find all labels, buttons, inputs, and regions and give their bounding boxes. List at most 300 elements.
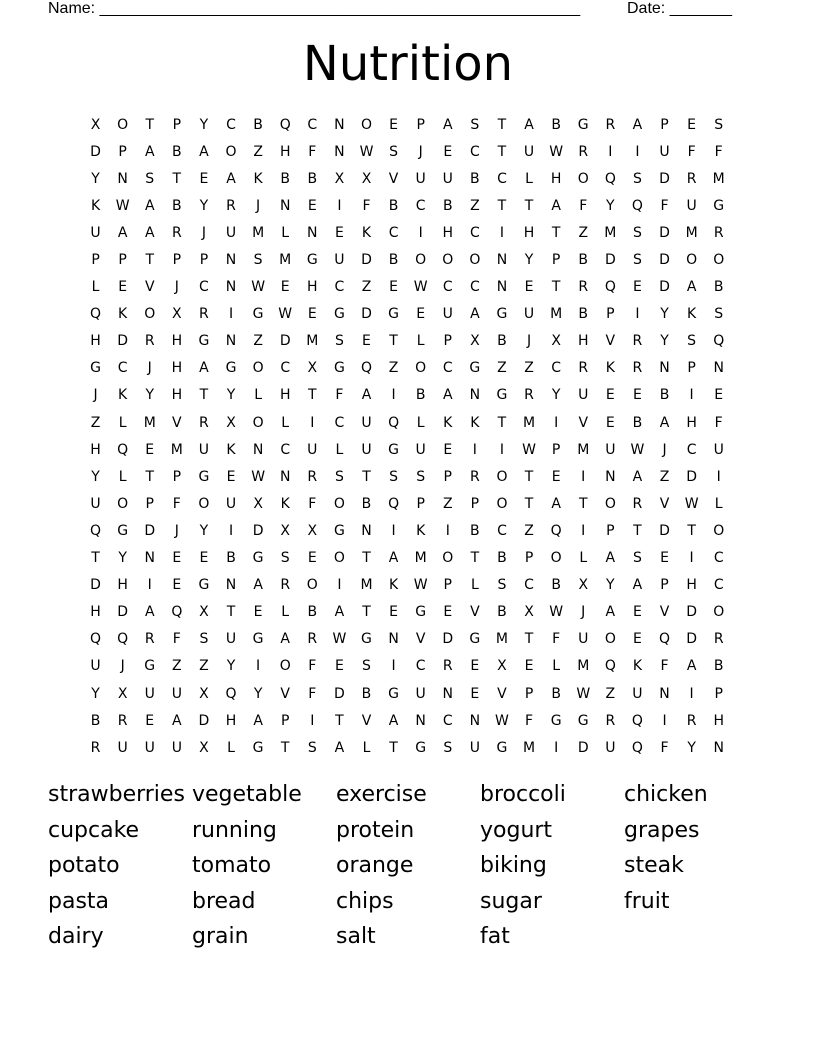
grid-letter: B (578, 252, 589, 269)
grid-letter: H (713, 712, 724, 729)
grid-letter: K (118, 306, 128, 323)
grid-letter: A (605, 550, 616, 567)
grid-letter: E (307, 550, 317, 567)
grid-letter: G (496, 306, 508, 323)
word-list-item: yogurt (480, 817, 553, 843)
grid-letter: P (118, 252, 127, 269)
grid-letter: W (576, 685, 591, 702)
grid-letter: M (170, 441, 183, 458)
grid-letter: V (605, 333, 616, 350)
grid-letter: P (443, 577, 452, 594)
word-list-item: grain (192, 924, 249, 950)
grid-letter: Y (606, 577, 615, 594)
grid-letter: G (144, 658, 156, 675)
grid-letter: M (577, 441, 590, 458)
grid-letter: F (714, 143, 723, 160)
grid-letter: B (497, 333, 507, 350)
grid-letter: L (254, 387, 263, 404)
grid-letter: B (361, 685, 372, 702)
grid-letter: C (469, 279, 480, 296)
grid-letter: R (524, 387, 534, 404)
grid-letter: Q (659, 631, 671, 648)
grid-letter: U (415, 441, 426, 458)
grid-letter: F (687, 143, 696, 160)
grid-letter: Q (631, 739, 643, 756)
grid-letter: C (388, 224, 399, 241)
grid-letter: O (496, 468, 508, 485)
grid-letter: P (172, 468, 182, 485)
grid-letter: U (632, 685, 643, 702)
grid-letter: O (686, 252, 698, 269)
word-list-item: fruit (624, 888, 670, 914)
word-list-item: sugar (480, 888, 542, 914)
grid-letter: V (470, 604, 480, 621)
grid-letter: U (605, 739, 616, 756)
grid-letter: G (252, 631, 264, 648)
grid-letter: J (147, 360, 152, 377)
grid-letter: J (256, 197, 261, 214)
grid-letter: A (334, 739, 345, 756)
grid-letter: P (199, 252, 209, 269)
grid-letter: Q (713, 333, 725, 350)
grid-letter: G (388, 685, 399, 702)
grid-letter: M (143, 414, 156, 431)
grid-letter: I (499, 224, 505, 241)
grid-letter: P (524, 550, 534, 567)
grid-letter: B (551, 685, 561, 702)
grid-letter: B (172, 197, 182, 214)
grid-letter: X (551, 333, 561, 350)
grid-letter: R (226, 197, 236, 214)
grid-letter: O (604, 495, 616, 512)
grid-letter: R (144, 333, 155, 350)
grid-letter: J (201, 224, 206, 241)
grid-letter: P (118, 143, 127, 160)
grid-letter: B (280, 170, 290, 187)
grid-letter: H (307, 279, 318, 296)
grid-letter: Z (605, 685, 616, 702)
grid-letter: V (578, 414, 589, 431)
grid-letter: F (308, 658, 317, 675)
grid-letter: I (689, 387, 694, 404)
grid-letter: Q (90, 522, 102, 539)
grid-letter: F (660, 197, 669, 214)
grid-letter: Q (550, 522, 562, 539)
grid-letter: T (145, 468, 155, 485)
grid-letter: A (334, 604, 345, 621)
grid-letter: E (334, 224, 344, 241)
grid-letter: Z (659, 468, 670, 485)
grid-letter: J (174, 279, 179, 296)
grid-letter: D (361, 252, 372, 269)
grid-letter: S (443, 739, 453, 756)
grid-letter: W (413, 279, 428, 296)
grid-letter: I (391, 387, 396, 404)
grid-letter: E (632, 387, 642, 404)
grid-letter: N (469, 712, 481, 729)
grid-letter: S (470, 116, 480, 133)
grid-letter: S (145, 170, 155, 187)
grid-letter: C (469, 143, 480, 160)
grid-letter: E (307, 197, 317, 214)
grid-letter: B (90, 712, 101, 729)
grid-letter: T (280, 739, 290, 756)
grid-letter: L (470, 577, 479, 594)
grid-letter: H (171, 333, 183, 350)
grid-letter: Y (91, 685, 100, 702)
grid-letter: L (118, 414, 127, 431)
grid-letter: R (307, 631, 318, 648)
grid-letter: U (225, 495, 237, 512)
grid-letter: G (333, 360, 345, 377)
grid-letter: D (198, 712, 210, 729)
grid-letter: O (252, 414, 264, 431)
grid-letter: K (361, 224, 372, 241)
grid-letter: B (713, 279, 724, 296)
grid-letter: D (144, 522, 156, 539)
grid-letter: X (307, 522, 318, 539)
grid-letter: W (251, 279, 266, 296)
grid-letter: B (253, 116, 263, 133)
grid-letter: R (199, 414, 209, 431)
grid-letter: R (171, 224, 182, 241)
grid-letter: M (685, 224, 698, 241)
grid-letter: S (632, 170, 642, 187)
grid-letter: U (578, 631, 589, 648)
grid-letter: G (306, 252, 318, 269)
grid-letter: M (550, 306, 563, 323)
grid-letter: G (333, 306, 345, 323)
grid-letter: G (469, 631, 481, 648)
grid-letter: E (524, 658, 534, 675)
grid-letter: T (362, 468, 371, 485)
grid-letter: O (713, 604, 725, 621)
grid-letter: C (280, 360, 291, 377)
grid-letter: P (660, 577, 669, 594)
grid-letter: O (252, 360, 264, 377)
grid-letter: U (578, 387, 589, 404)
grid-letter: R (686, 170, 697, 187)
grid-letter: A (388, 712, 399, 729)
word-list-item: biking (480, 853, 547, 879)
grid-letter: C (686, 441, 697, 458)
grid-letter: W (332, 631, 347, 648)
grid-letter: E (199, 550, 209, 567)
grid-letter: C (415, 197, 426, 214)
grid-letter: N (605, 468, 616, 485)
grid-letter: U (415, 685, 426, 702)
grid-letter: Y (687, 739, 696, 756)
grid-letter: B (307, 170, 318, 187)
grid-letter: T (524, 468, 534, 485)
grid-letter: E (632, 604, 642, 621)
grid-letter: V (280, 685, 290, 702)
grid-letter: X (199, 604, 209, 621)
grid-letter: G (198, 333, 210, 350)
grid-letter: L (91, 279, 100, 296)
grid-letter: A (686, 279, 697, 296)
grid-letter: I (337, 577, 342, 594)
grid-letter: P (91, 252, 100, 269)
grid-letter: Q (90, 631, 102, 648)
grid-letter: M (577, 658, 590, 675)
grid-letter: O (144, 306, 156, 323)
grid-letter: W (115, 197, 130, 214)
grid-letter: M (712, 170, 725, 187)
grid-letter: B (172, 143, 182, 160)
grid-letter: W (251, 468, 266, 485)
grid-letter: T (172, 170, 182, 187)
grid-letter: U (171, 685, 182, 702)
grid-letter: R (632, 333, 643, 350)
grid-letter: T (497, 143, 507, 160)
grid-letter: H (90, 604, 101, 621)
grid-letter: Q (279, 116, 291, 133)
grid-letter: C (199, 279, 209, 296)
grid-letter: Q (171, 604, 183, 621)
grid-letter: B (497, 550, 507, 567)
grid-letter: G (361, 631, 372, 648)
grid-letter: I (256, 658, 261, 675)
word-list-item: broccoli (480, 782, 566, 807)
grid-letter: L (525, 170, 533, 187)
grid-letter: Z (524, 360, 534, 377)
grid-letter: Q (117, 631, 129, 648)
grid-letter: I (147, 577, 152, 594)
grid-letter: Y (660, 306, 669, 323)
grid-letter: T (335, 712, 344, 729)
grid-letter: M (523, 739, 536, 756)
grid-letter: B (361, 495, 372, 512)
grid-letter: O (415, 360, 427, 377)
grid-letter: I (554, 739, 559, 756)
grid-letter: D (90, 143, 101, 160)
grid-letter: N (307, 224, 318, 241)
grid-letter: P (660, 116, 669, 133)
grid-letter: A (551, 197, 561, 214)
grid-letter: S (280, 550, 290, 567)
grid-letter: M (306, 333, 319, 350)
grid-letter: G (496, 387, 508, 404)
grid-letter: E (389, 116, 398, 133)
grid-letter: B (551, 577, 561, 594)
grid-letter: X (497, 658, 507, 675)
grid-letter: E (145, 712, 155, 729)
grid-letter: X (172, 306, 182, 323)
grid-letter: Q (604, 170, 616, 187)
grid-letter: R (713, 224, 724, 241)
grid-letter: G (415, 739, 427, 756)
grid-letter: G (198, 468, 210, 485)
grid-letter: A (388, 550, 399, 567)
grid-letter: D (279, 333, 291, 350)
grid-letter: M (414, 550, 427, 567)
grid-letter: R (578, 279, 589, 296)
grid-letter: U (415, 170, 426, 187)
grid-letter: U (361, 441, 372, 458)
grid-letter: B (226, 550, 236, 567)
word-list-item: steak (624, 853, 684, 879)
grid-letter: U (144, 739, 155, 756)
grid-letter: U (334, 252, 345, 269)
word-list-item: salt (336, 924, 376, 950)
grid-letter: M (604, 224, 617, 241)
grid-letter: T (91, 550, 100, 567)
grid-letter: F (660, 658, 669, 675)
grid-letter: N (469, 387, 481, 404)
grid-letter: O (496, 495, 508, 512)
word-list-item: strawberries (48, 782, 185, 807)
grid-letter: M (279, 252, 292, 269)
grid-letter: I (581, 522, 586, 539)
grid-letter: Z (253, 333, 263, 350)
grid-letter: L (118, 468, 127, 485)
grid-letter: I (391, 522, 396, 539)
grid-letter: K (687, 306, 697, 323)
grid-letter: Y (118, 550, 127, 567)
name-field-label: Name: ______________________________________________________ (48, 0, 581, 17)
grid-letter: B (388, 252, 399, 269)
grid-letter: A (361, 387, 372, 404)
grid-letter: W (684, 495, 699, 512)
grid-letter: I (716, 468, 721, 485)
grid-letter: D (659, 170, 670, 187)
grid-letter: U (713, 441, 724, 458)
grid-letter: A (632, 577, 643, 594)
grid-letter: R (144, 631, 155, 648)
grid-letter: J (526, 333, 532, 350)
grid-letter: K (443, 414, 453, 431)
grid-letter: Z (470, 197, 480, 214)
grid-letter: F (525, 712, 534, 729)
grid-letter: J (174, 522, 179, 539)
grid-letter: A (199, 143, 209, 160)
grid-letter: K (632, 658, 643, 675)
grid-letter: G (550, 712, 562, 729)
grid-letter: P (172, 252, 182, 269)
grid-letter: D (686, 468, 697, 485)
grid-letter: D (659, 279, 670, 296)
grid-letter: P (687, 360, 696, 377)
grid-letter: C (415, 658, 426, 675)
grid-letter: F (660, 739, 669, 756)
grid-letter: T (362, 604, 371, 621)
grid-letter: O (442, 252, 454, 269)
grid-letter: T (389, 739, 398, 756)
grid-letter: I (581, 468, 586, 485)
grid-letter: R (713, 631, 724, 648)
grid-letter: T (578, 495, 588, 512)
grid-letter: T (226, 604, 236, 621)
grid-letter: B (415, 387, 426, 404)
grid-letter: H (279, 143, 291, 160)
grid-letter: W (359, 143, 374, 160)
word-list-item: fat (480, 924, 510, 950)
grid-letter: B (713, 658, 724, 675)
word-list-item: chips (336, 888, 394, 914)
grid-letter: D (686, 604, 697, 621)
grid-letter: N (659, 360, 670, 377)
grid-letter: U (686, 197, 697, 214)
grid-letter: O (713, 522, 725, 539)
grid-letter: H (523, 224, 535, 241)
grid-letter: Y (660, 333, 669, 350)
grid-letter: I (635, 306, 640, 323)
grid-letter: Z (524, 522, 534, 539)
grid-letter: X (199, 739, 209, 756)
grid-letter: D (659, 252, 670, 269)
grid-letter: S (497, 577, 507, 594)
grid-letter: G (252, 739, 264, 756)
grid-letter: I (228, 306, 234, 323)
grid-letter: D (334, 685, 345, 702)
grid-letter: G (415, 604, 427, 621)
grid-letter: A (632, 468, 643, 485)
grid-letter: G (713, 197, 725, 214)
grid-letter: V (659, 495, 670, 512)
grid-letter: T (497, 116, 507, 133)
grid-letter: E (470, 685, 480, 702)
grid-letter: L (281, 414, 290, 431)
grid-letter: C (442, 279, 453, 296)
grid-letter: H (171, 360, 183, 377)
grid-letter: D (90, 577, 101, 594)
grid-letter: G (469, 360, 481, 377)
grid-letter: B (578, 306, 589, 323)
grid-letter: E (714, 387, 724, 404)
grid-letter: H (442, 224, 454, 241)
grid-letter: C (307, 116, 318, 133)
grid-letter: I (689, 550, 694, 567)
grid-letter: X (280, 522, 290, 539)
grid-letter: L (362, 739, 371, 756)
grid-letter: T (308, 387, 317, 404)
grid-letter: N (415, 712, 426, 729)
grid-letter: I (310, 414, 315, 431)
grid-letter: T (497, 197, 507, 214)
word-list-item: protein (336, 817, 415, 843)
grid-letter: U (171, 739, 182, 756)
grid-letter: P (443, 468, 452, 485)
grid-letter: N (442, 685, 453, 702)
grid-letter: L (714, 495, 723, 512)
grid-letter: F (172, 631, 181, 648)
grid-letter: I (689, 685, 694, 702)
grid-letter: P (416, 116, 425, 133)
grid-letter: W (278, 306, 293, 323)
grid-letter: A (144, 224, 155, 241)
grid-letter: E (172, 550, 182, 567)
grid-letter: X (578, 577, 589, 594)
grid-letter: O (333, 495, 345, 512)
grid-letter: B (470, 522, 480, 539)
grid-letter: N (117, 170, 128, 187)
grid-letter: W (413, 577, 428, 594)
grid-letter: W (549, 604, 564, 621)
grid-letter: T (470, 550, 480, 567)
grid-letter: O (333, 550, 345, 567)
grid-letter: D (659, 522, 670, 539)
grid-letter: Y (226, 387, 236, 404)
grid-letter: N (225, 279, 237, 296)
grid-letter: R (280, 577, 291, 594)
grid-letter: O (117, 495, 129, 512)
grid-letter: C (497, 522, 507, 539)
grid-letter: F (308, 685, 317, 702)
grid-letter: H (577, 333, 589, 350)
word-search-grid (82, 111, 732, 761)
grid-letter: W (549, 143, 564, 160)
